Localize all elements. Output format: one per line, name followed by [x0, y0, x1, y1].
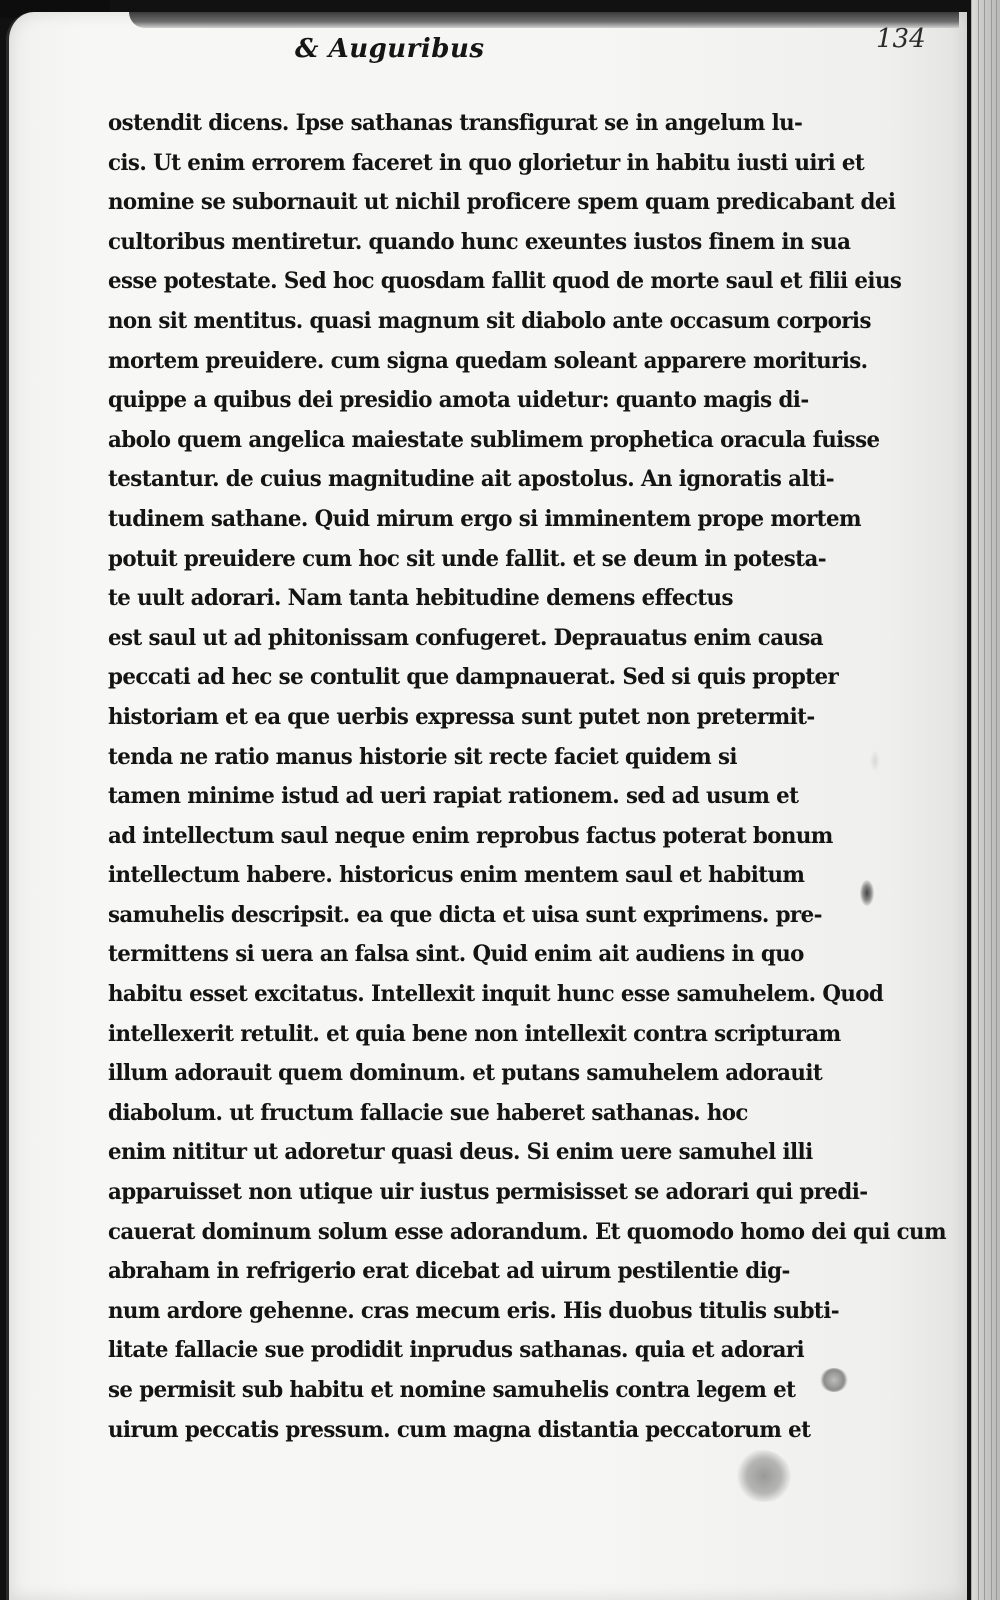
folio-number: 134 [876, 24, 926, 54]
stain-mark [736, 1450, 792, 1502]
text-line: apparuisset non utique uir iustus permisisset se adorari qui predi- [108, 1179, 868, 1206]
text-line: cis. Ut enim errorem faceret in quo glorietur in habitu iusti uiri et [108, 149, 865, 176]
page-top-edge [129, 12, 959, 28]
text-line: te uult adorari. Nam tanta hebitudine demens effectus [108, 585, 733, 612]
text-line: ostendit dicens. Ipse sathanas transfigurat se in angelum lu- [108, 110, 803, 136]
text-line: nomine se subornauit ut nichil proficere spem quam predicabant dei [108, 189, 896, 216]
text-line: num ardore gehenne. cras mecum eris. His duobus titulis subti- [108, 1297, 840, 1324]
text-line: quippe a quibus dei presidio amota uidetur: quanto magis di- [108, 387, 809, 414]
text-line: historiam et ea que uerbis expressa sunt putet non pretermit- [108, 703, 815, 730]
text-line: non sit mentitus. quasi magnum sit diabolo ante occasum corporis [108, 307, 871, 334]
text-line: cauerat dominum solum esse adorandum. Et quomodo homo dei qui cum [108, 1218, 946, 1245]
text-line: cultoribus mentiretur. quando hunc exeuntes iustos finem in sua [108, 228, 851, 255]
running-title: & Auguribus [295, 34, 485, 64]
text-line: samuhelis descripsit. ea que dicta et uisa sunt exprimens. pre- [108, 901, 822, 928]
manuscript-text-block [108, 104, 946, 1450]
text-line: tamen minime istud ad ueri rapiat rationem. sed ad usum et [108, 783, 799, 810]
text-line: potuit preuidere cum hoc sit unde fallit. et se deum in potesta- [108, 545, 826, 572]
text-line: esse potestate. Sed hoc quosdam fallit quod de morte saul et filii eius [108, 268, 902, 295]
stain-mark [870, 750, 880, 772]
text-line: abolo quem angelica maiestate sublimem prophetica oracula fuisse [108, 426, 880, 453]
text-line: abraham in refrigerio erat dicebat ad uirum pestilentie dig- [108, 1258, 790, 1285]
text-line: ad intellectum saul neque enim reprobus factus poterat bonum [108, 822, 833, 849]
text-line: termittens si uera an falsa sint. Quid enim ait audiens in quo [108, 941, 804, 968]
text-line: diabolum. ut fructum fallacie sue haberet sathanas. hoc [108, 1099, 748, 1126]
text-line: litate fallacie sue prodidit inprudus sathanas. quia et adorari [108, 1337, 805, 1364]
text-line: testantur. de cuius magnitudine ait apostolus. An ignoratis alti- [108, 466, 835, 493]
text-line: est saul ut ad phitonissam confugeret. Deprauatus enim causa [108, 624, 824, 651]
text-line: se permisit sub habitu et nomine samuhelis contra legem et [108, 1377, 796, 1403]
text-line: mortem preuidere. cum signa quedam soleant apparere morituris. [108, 347, 868, 374]
stain-mark [820, 1368, 848, 1392]
text-line: illum adorauit quem dominum. et putans samuhelem adorauit [108, 1060, 823, 1087]
text-line: uirum peccatis pressum. cum magna distantia peccatorum et [108, 1416, 811, 1443]
stain-mark [860, 880, 874, 906]
text-line: peccati ad hec se contulit que dampnauerat. Sed si quis propter [108, 664, 839, 691]
text-line: tudinem sathane. Quid mirum ergo si imminentem prope mortem [108, 505, 861, 532]
text-line: tenda ne ratio manus historie sit recte faciet quidem si [108, 743, 737, 770]
stacked-leaves-edge [971, 0, 1000, 1600]
text-line: enim nititur ut adoretur quasi deus. Si enim uere samuhel illi [108, 1139, 813, 1166]
text-line: habitu esset excitatus. Intellexit inquit hunc esse samuhelem. Quod [108, 981, 884, 1008]
text-line: intellectum habere. historicus enim mentem saul et habitum [108, 862, 805, 889]
text-line: intellexerit retulit. et quia bene non intellexit contra scripturam [108, 1020, 841, 1047]
